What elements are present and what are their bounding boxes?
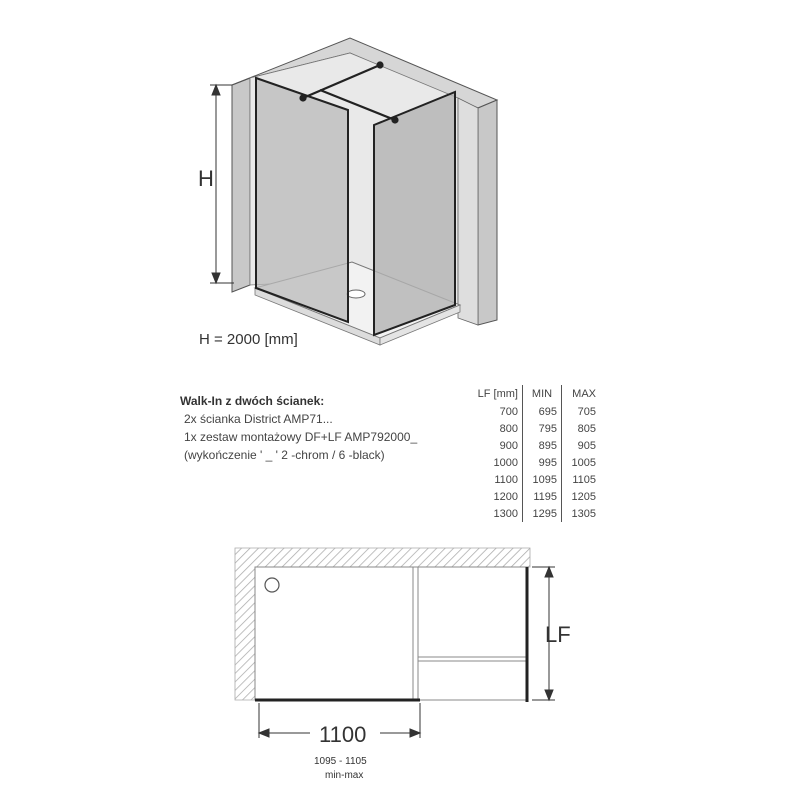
cell-lf: 1300 (470, 505, 523, 522)
cell-min: 1295 (523, 505, 562, 522)
height-label: H (198, 166, 214, 191)
cell-min: 1095 (523, 471, 562, 488)
table-row (470, 471, 600, 488)
cell-min: 795 (523, 420, 562, 437)
front-glass-panel (256, 78, 348, 322)
cell-max: 805 (577, 422, 596, 435)
cell-max: 1305 (571, 507, 596, 520)
table-row (470, 488, 600, 505)
tray-outline (255, 567, 528, 700)
left-wall (232, 78, 250, 292)
range-caption: min-max (325, 770, 364, 781)
cell-max: 1205 (571, 490, 596, 503)
header-min: MIN (523, 385, 562, 403)
cell-lf: 1100 (470, 471, 523, 488)
side-glass-panel (374, 92, 455, 335)
table-row (470, 454, 600, 471)
dimension-table (470, 385, 600, 522)
cell-min: 1195 (523, 488, 562, 505)
header-lf: LF [mm] (470, 385, 523, 403)
width-range: 1095 - 1105 (314, 756, 367, 767)
spec-block (180, 392, 417, 464)
cell-max: 905 (577, 439, 596, 452)
spec-line: 2x ścianka District AMP71... (184, 412, 333, 426)
table-row (470, 437, 600, 454)
depth-label: LF (545, 622, 571, 647)
height-caption: H = 2000 [mm] (199, 331, 298, 348)
spec-title: Walk-In z dwóch ścianek: (180, 394, 325, 408)
table-row (470, 505, 600, 522)
plan-view (235, 548, 555, 738)
cell-lf: 700 (470, 403, 523, 420)
right-wall (458, 98, 497, 325)
spec-line: 1x zestaw montażowy DF+LF AMP792000_ (184, 430, 418, 444)
cell-lf: 1200 (470, 488, 523, 505)
table-row (470, 420, 600, 437)
drain-icon (347, 290, 365, 298)
width-value: 1100 (319, 722, 367, 747)
cell-min: 995 (523, 454, 562, 471)
table-header-row (470, 385, 600, 403)
cell-max: 1105 (572, 473, 596, 486)
cell-min: 695 (523, 403, 562, 420)
spec-line: (wykończenie ' _ ' 2 -chrom / 6 -black) (184, 448, 385, 462)
drain-icon-plan (265, 578, 279, 592)
header-max: MAX (572, 388, 596, 400)
table-row (470, 403, 600, 420)
cell-lf: 1000 (470, 454, 523, 471)
cell-max: 705 (577, 405, 596, 418)
cell-lf: 900 (470, 437, 523, 454)
cell-max: 1005 (571, 456, 596, 469)
cell-min: 895 (523, 437, 562, 454)
cell-lf: 800 (470, 420, 523, 437)
